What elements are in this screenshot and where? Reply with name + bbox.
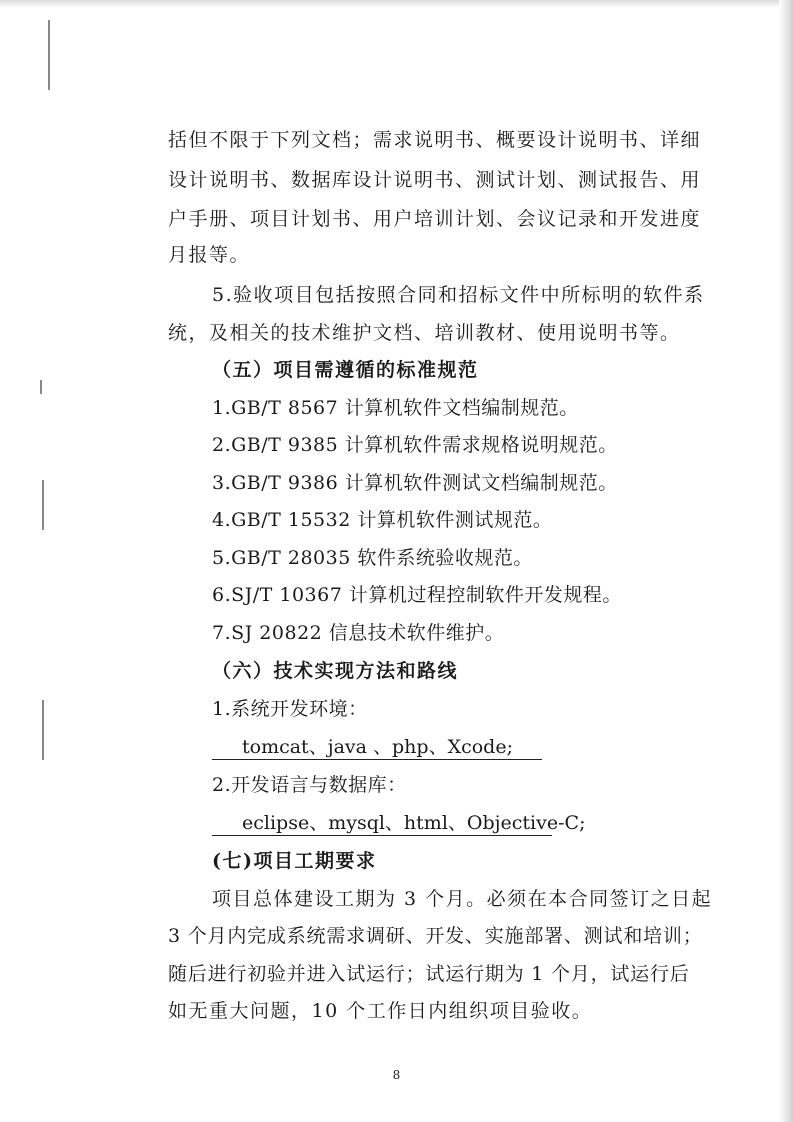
paragraph-1-line-2: 设计说明书、数据库设计说明书、测试计划、测试报告、用 bbox=[168, 169, 702, 191]
standard-item-4: 4.GB/T 15532 计算机软件测试规范。 bbox=[212, 509, 553, 531]
standard-item-7: 7.SJ 20822 信息技术软件维护。 bbox=[212, 622, 505, 644]
schedule-line-3: 随后进行初验并进入试运行；试运行期为 1 个月，试运行后 bbox=[168, 963, 690, 985]
paragraph-1-line-3: 户手册、项目计划书、用户培训计划、会议记录和开发进度 bbox=[168, 208, 702, 230]
schedule-line-2: 3 个月内完成系统需求调研、开发、实施部署、测试和培训； bbox=[168, 925, 703, 947]
section-6-heading: （六）技术实现方法和路线 bbox=[212, 660, 459, 682]
paragraph-1-line-4: 月报等。 bbox=[168, 244, 251, 266]
paragraph-1-line-1: 括但不限于下列文档；需求说明书、概要设计说明书、详细 bbox=[168, 129, 702, 151]
standard-item-2: 2.GB/T 9385 计算机软件需求规格说明规范。 bbox=[212, 434, 618, 456]
section-5-heading: （五）项目需遵循的标准规范 bbox=[212, 359, 479, 381]
page-number: 8 bbox=[392, 1068, 401, 1082]
dev-environment-label: 1.系统开发环境： bbox=[212, 698, 368, 720]
paragraph-2-line-2: 统，及相关的技术维护文档、培训教材、使用说明书等。 bbox=[168, 322, 681, 344]
schedule-line-1: 项目总体建设工期为 3 个月。必须在本合同签订之日起 bbox=[212, 888, 713, 910]
standard-item-3: 3.GB/T 9386 计算机软件测试文档编制规范。 bbox=[212, 472, 618, 494]
standard-item-6: 6.SJ/T 10367 计算机过程控制软件开发规程。 bbox=[212, 584, 622, 606]
standard-item-5: 5.GB/T 28035 软件系统验收规范。 bbox=[212, 547, 533, 569]
schedule-line-4: 如无重大问题，10 个工作日内组织项目验收。 bbox=[168, 1000, 593, 1022]
paragraph-2-line-1: 5.验收项目包括按照合同和招标文件中所标明的软件系 bbox=[212, 284, 705, 306]
dev-environment-value: tomcat、java 、php、Xcode; bbox=[212, 735, 542, 760]
dev-language-label: 2.开发语言与数据库： bbox=[212, 774, 407, 796]
dev-language-value: eclipse、mysql、html、Objective-C; bbox=[212, 811, 552, 836]
standard-item-1: 1.GB/T 8567 计算机软件文档编制规范。 bbox=[212, 397, 579, 419]
section-7-heading: (七)项目工期要求 bbox=[212, 850, 377, 872]
